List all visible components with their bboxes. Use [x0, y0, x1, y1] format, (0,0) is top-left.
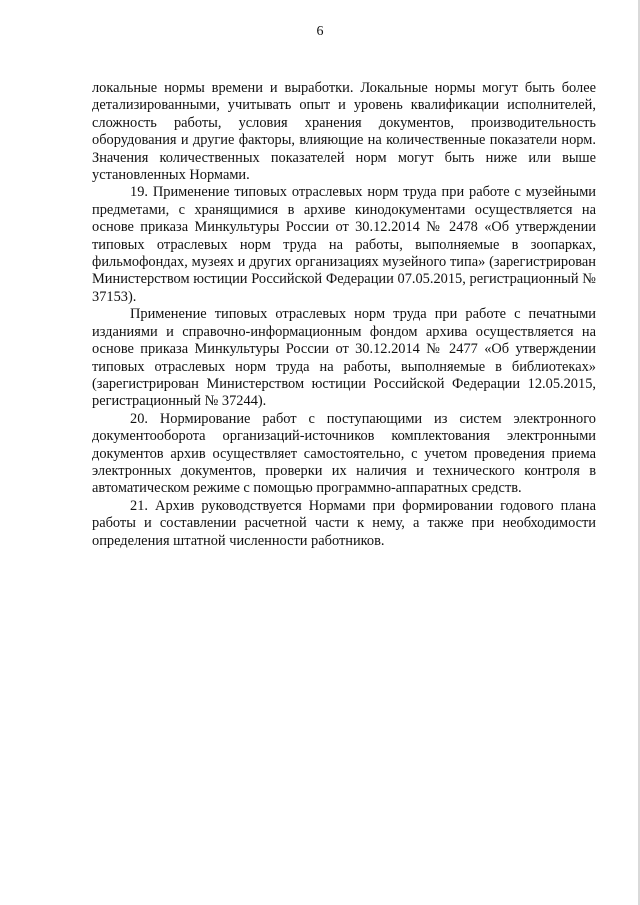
- paragraph-item-19: 19. Применение типовых отраслевых норм труда при работе с музейными предметами, с хранящимися в архиве кинодокументами осуществляется на основе приказа Минкультуры России от 30.12.2014 № 2478 «Об утверждении типовых отраслевых норм труда на работы, выполняемые в зоопарках, фильмофондах, музеях и других организациях музейного типа» (зарегистрирован Министерством юстиции Российской Федерации 07.05.2015, регистрационный № 37153).: [92, 184, 596, 305]
- paragraph-item-19-second: Применение типовых отраслевых норм труда при работе с печатными изданиями и справочно-информационным фондом архива осуществляется на основе приказа Минкультуры России от 30.12.2014 № 2477 «Об утверждении типовых отраслевых норм труда на работы, выполняемые в библиотеках» (зарегистрирован Министерством юстиции Российской Федерации 12.05.2015, регистрационный № 37244).: [92, 306, 596, 410]
- document-body: [92, 80, 596, 550]
- page-number: 6: [316, 24, 324, 39]
- paragraph-continuation: локальные нормы времени и выработки. Локальные нормы могут быть более детализированными, учитывать опыт и уровень квалификации исполнителей, сложность работы, условия хранения документов, производительность оборудования и другие факторы, влияющие на количественные показатели норм. Значения количественных показателей норм могут быть ниже или выше установленных Нормами.: [92, 80, 596, 184]
- paragraph-item-21: 21. Архив руководствуется Нормами при формировании годового плана работы и составлении расчетной части к нему, а также при необходимости определения штатной численности работников.: [92, 497, 596, 549]
- paragraph-item-20: 20. Нормирование работ с поступающими из систем электронного документооборота организаций-источников комплектования электронными документов архив осуществляет самостоятельно, с учетом проведения приема электронных документов, проверки их наличия и технического контроля в автоматическом режиме с помощью программно-аппаратных средств.: [92, 410, 596, 497]
